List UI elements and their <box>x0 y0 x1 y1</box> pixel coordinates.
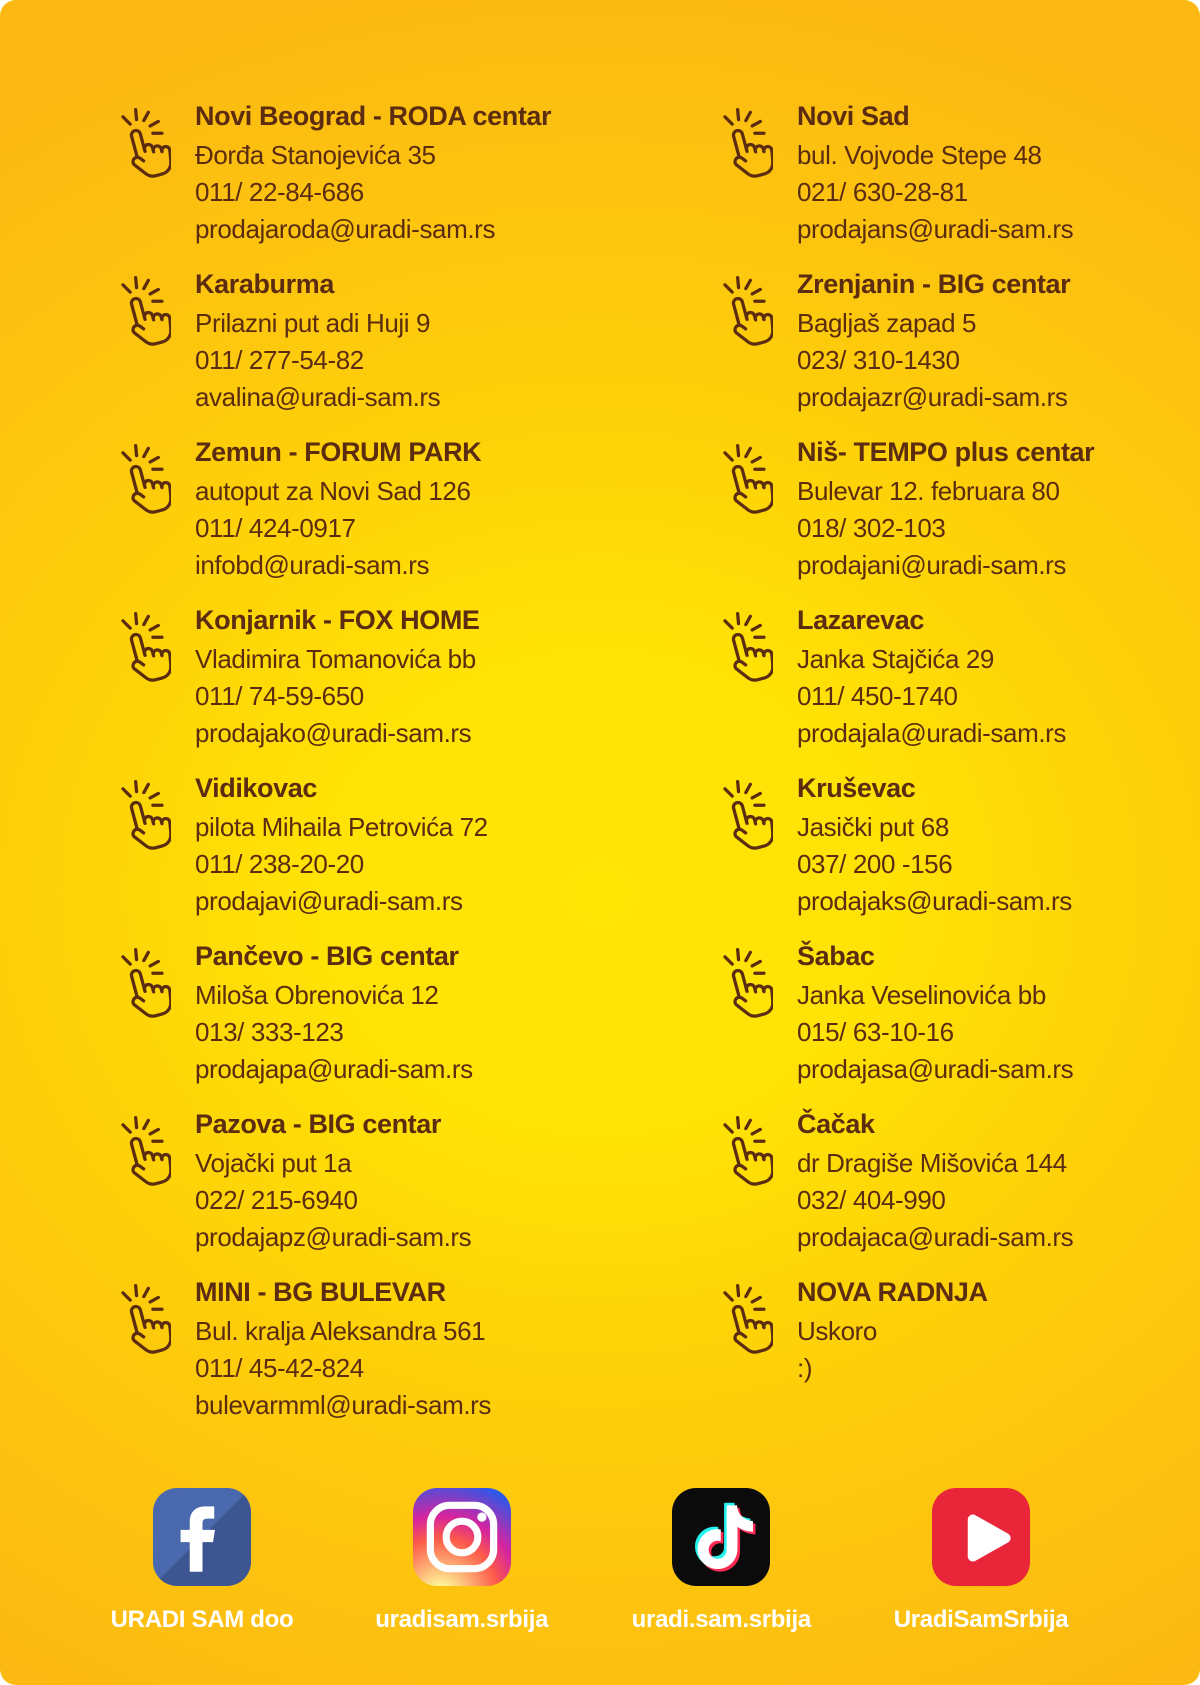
store-name: Čačak <box>797 1109 875 1139</box>
store-address: Janka Stajčića 29 <box>797 644 994 674</box>
store-phone: 011/ 45-42-824 <box>195 1353 364 1383</box>
store-info <box>195 431 481 584</box>
youtube-handle: UradiSamSrbija <box>893 1606 1069 1633</box>
click-hand-icon <box>715 775 773 859</box>
store-info <box>797 1271 988 1387</box>
store-phone: 032/ 404-990 <box>797 1185 946 1215</box>
social-item-tiktok <box>631 1488 811 1634</box>
store-name: Zemun - FORUM PARK <box>195 437 482 467</box>
store-email: prodajaks@uradi-sam.rs <box>797 886 1072 916</box>
store-email: prodajavi@uradi-sam.rs <box>195 886 463 916</box>
store-entry <box>715 431 1184 584</box>
store-email: prodajani@uradi-sam.rs <box>797 550 1067 580</box>
store-info <box>797 95 1073 248</box>
store-name: Kruševac <box>797 773 916 803</box>
store-column-right <box>715 95 1184 1439</box>
store-address: Prilazni put adi Huji 9 <box>195 308 431 338</box>
store-phone: :) <box>797 1353 813 1383</box>
store-column-left <box>113 95 715 1439</box>
store-info <box>195 1103 471 1256</box>
store-email: infobd@uradi-sam.rs <box>195 550 430 580</box>
store-address: Vladimira Tomanovića bb <box>195 644 476 674</box>
store-email: bulevarmml@uradi-sam.rs <box>195 1390 492 1420</box>
store-address: Vojački put 1a <box>195 1148 352 1178</box>
store-entry <box>715 935 1184 1088</box>
store-address: bul. Vojvode Stepe 48 <box>797 140 1042 170</box>
click-hand-icon <box>113 103 171 187</box>
instagram-icon[interactable] <box>413 1488 511 1586</box>
store-address: Bulevar 12. februara 80 <box>797 476 1060 506</box>
click-hand-icon <box>113 775 171 859</box>
store-info <box>195 767 488 920</box>
store-phone: 018/ 302-103 <box>797 513 946 543</box>
store-address: Miloša Obrenovića 12 <box>195 980 439 1010</box>
store-entry <box>715 1103 1184 1256</box>
store-address: autoput za Novi Sad 126 <box>195 476 471 506</box>
click-hand-icon <box>113 1279 171 1363</box>
social-item-youtube <box>893 1488 1069 1634</box>
store-email: prodajapa@uradi-sam.rs <box>195 1054 473 1084</box>
click-hand-icon <box>715 271 773 355</box>
store-entry <box>113 95 715 248</box>
store-entry <box>715 599 1184 752</box>
store-name: Pančevo - BIG centar <box>195 941 459 971</box>
facebook-icon[interactable] <box>153 1488 251 1586</box>
store-address: pilota Mihaila Petrovića 72 <box>195 812 488 842</box>
store-name: Lazarevac <box>797 605 924 635</box>
click-hand-icon <box>113 439 171 523</box>
instagram-handle: uradisam.srbija <box>375 1606 549 1633</box>
store-phone: 011/ 277-54-82 <box>195 345 364 375</box>
store-info <box>195 935 473 1088</box>
store-name: NOVA RADNJA <box>797 1277 988 1307</box>
store-address: Bul. kralja Aleksandra 561 <box>195 1316 486 1346</box>
store-entry <box>113 935 715 1088</box>
click-hand-icon <box>715 103 773 187</box>
social-footer <box>0 1488 1200 1634</box>
store-info <box>195 599 480 752</box>
store-phone: 011/ 450-1740 <box>797 681 958 711</box>
store-name: Konjarnik - FOX HOME <box>195 605 480 635</box>
store-phone: 013/ 333-123 <box>195 1017 344 1047</box>
store-info <box>797 431 1094 584</box>
store-email: avalina@uradi-sam.rs <box>195 382 441 412</box>
store-entry <box>715 95 1184 248</box>
click-hand-icon <box>715 943 773 1027</box>
store-email: prodajasa@uradi-sam.rs <box>797 1054 1074 1084</box>
click-hand-icon <box>715 1279 773 1363</box>
store-address: dr Dragiše Mišovića 144 <box>797 1148 1067 1178</box>
store-name: Vidikovac <box>195 773 317 803</box>
youtube-icon[interactable] <box>932 1488 1030 1586</box>
click-hand-icon <box>715 1111 773 1195</box>
store-entry <box>113 599 715 752</box>
store-entry <box>113 1271 715 1424</box>
store-email: prodajans@uradi-sam.rs <box>797 214 1074 244</box>
store-address: Jasički put 68 <box>797 812 949 842</box>
tiktok-icon[interactable] <box>672 1488 770 1586</box>
social-item-instagram <box>377 1488 547 1634</box>
social-item-facebook <box>110 1488 294 1634</box>
store-entry <box>113 767 715 920</box>
store-info <box>797 263 1070 416</box>
store-info <box>195 95 551 248</box>
store-phone: 015/ 63-10-16 <box>797 1017 954 1047</box>
click-hand-icon <box>113 1111 171 1195</box>
click-hand-icon <box>113 607 171 691</box>
store-address: Đorđa Stanojevića 35 <box>195 140 436 170</box>
store-email: prodajapz@uradi-sam.rs <box>195 1222 472 1252</box>
facebook-handle: URADI SAM doo <box>110 1606 294 1633</box>
store-name: Pazova - BIG centar <box>195 1109 441 1139</box>
store-entry <box>715 263 1184 416</box>
store-email: prodajaca@uradi-sam.rs <box>797 1222 1074 1252</box>
store-entry <box>113 263 715 416</box>
store-name: Šabac <box>797 941 875 971</box>
store-name: Zrenjanin - BIG centar <box>797 269 1071 299</box>
store-phone: 011/ 424-0917 <box>195 513 356 543</box>
store-address: Janka Veselinovića bb <box>797 980 1046 1010</box>
store-phone: 022/ 215-6940 <box>195 1185 358 1215</box>
store-info <box>195 263 440 416</box>
store-entry <box>715 767 1184 920</box>
store-name: Niš- TEMPO plus centar <box>797 437 1095 467</box>
click-hand-icon <box>113 943 171 1027</box>
store-phone: 023/ 310-1430 <box>797 345 960 375</box>
click-hand-icon <box>715 607 773 691</box>
store-phone: 011/ 238-20-20 <box>195 849 364 879</box>
store-info <box>797 599 1066 752</box>
store-info <box>797 935 1073 1088</box>
store-phone: 021/ 630-28-81 <box>797 177 968 207</box>
store-email: prodajaroda@uradi-sam.rs <box>195 214 496 244</box>
store-info <box>195 1271 491 1424</box>
store-address: Bagljaš zapad 5 <box>797 308 977 338</box>
store-email: prodajala@uradi-sam.rs <box>797 718 1067 748</box>
store-name: Karaburma <box>195 269 334 299</box>
store-entry <box>113 1103 715 1256</box>
click-hand-icon <box>113 271 171 355</box>
store-email: prodajazr@uradi-sam.rs <box>797 382 1068 412</box>
store-entry <box>715 1271 1184 1387</box>
store-name: MINI - BG BULEVAR <box>195 1277 446 1307</box>
tiktok-handle: uradi.sam.srbija <box>631 1606 811 1633</box>
store-info <box>797 1103 1073 1256</box>
store-entry <box>113 431 715 584</box>
store-name: Novi Sad <box>797 101 910 131</box>
store-phone: 037/ 200 -156 <box>797 849 953 879</box>
click-hand-icon <box>715 439 773 523</box>
store-info <box>797 767 1072 920</box>
store-email: prodajako@uradi-sam.rs <box>195 718 472 748</box>
store-name: Novi Beograd - RODA centar <box>195 101 552 131</box>
store-phone: 011/ 74-59-650 <box>195 681 364 711</box>
store-address: Uskoro <box>797 1316 877 1346</box>
store-phone: 011/ 22-84-686 <box>195 177 364 207</box>
